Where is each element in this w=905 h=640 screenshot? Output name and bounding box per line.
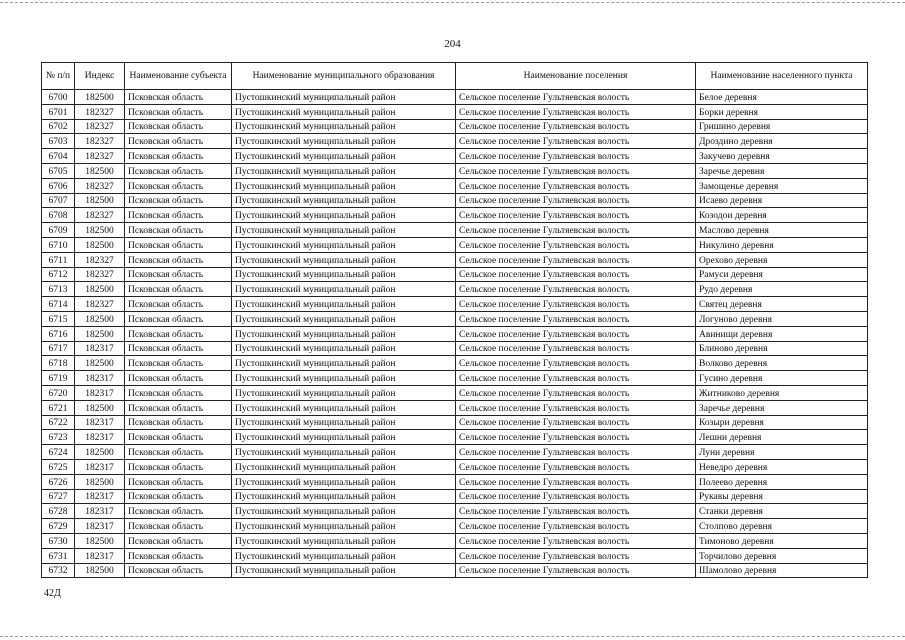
- postal-index-cell: 182317: [75, 548, 125, 563]
- row-number-cell: 6713: [42, 282, 75, 297]
- locality-cell: Святец деревня: [696, 297, 868, 312]
- settlement-cell: Сельское поселение Гультяевская волость: [456, 223, 696, 238]
- table-row: [42, 237, 868, 252]
- postal-index-cell: 182500: [75, 533, 125, 548]
- settlement-cell: Сельское поселение Гультяевская волость: [456, 563, 696, 578]
- table-row: [42, 563, 868, 578]
- locality-cell: Полеево деревня: [696, 474, 868, 489]
- locality-cell: Волково деревня: [696, 356, 868, 371]
- settlement-cell: Сельское поселение Гультяевская волость: [456, 356, 696, 371]
- scan-edge-top: [0, 2, 905, 3]
- postal-index-cell: 182327: [75, 208, 125, 223]
- settlement-cell: Сельское поселение Гультяевская волость: [456, 311, 696, 326]
- subject-cell: Псковская область: [125, 223, 232, 238]
- municipality-cell: Пустошкинский муниципальный район: [232, 356, 456, 371]
- municipality-cell: Пустошкинский муниципальный район: [232, 415, 456, 430]
- postal-index-cell: 182317: [75, 415, 125, 430]
- table-row: [42, 533, 868, 548]
- postal-index-cell: 182317: [75, 504, 125, 519]
- municipality-cell: Пустошкинский муниципальный район: [232, 223, 456, 238]
- settlement-cell: Сельское поселение Гультяевская волость: [456, 504, 696, 519]
- row-number-cell: 6724: [42, 445, 75, 460]
- municipality-cell: Пустошкинский муниципальный район: [232, 563, 456, 578]
- header-settlement: Наименование поселения: [456, 63, 696, 90]
- locality-cell: Лешни деревня: [696, 430, 868, 445]
- postal-index-cell: 182500: [75, 282, 125, 297]
- municipality-cell: Пустошкинский муниципальный район: [232, 548, 456, 563]
- subject-cell: Псковская область: [125, 311, 232, 326]
- municipality-cell: Пустошкинский муниципальный район: [232, 134, 456, 149]
- row-number-cell: 6718: [42, 356, 75, 371]
- municipality-cell: Пустошкинский муниципальный район: [232, 104, 456, 119]
- postal-index-cell: 182327: [75, 134, 125, 149]
- header-locality: Наименование населенного пункта: [696, 63, 868, 90]
- municipality-cell: Пустошкинский муниципальный район: [232, 149, 456, 164]
- settlement-cell: Сельское поселение Гультяевская волость: [456, 297, 696, 312]
- subject-cell: Псковская область: [125, 563, 232, 578]
- locality-cell: Дроздино деревня: [696, 134, 868, 149]
- settlement-cell: Сельское поселение Гультяевская волость: [456, 430, 696, 445]
- row-number-cell: 6731: [42, 548, 75, 563]
- locality-cell: Рукавы деревня: [696, 489, 868, 504]
- subject-cell: Псковская область: [125, 163, 232, 178]
- municipality-cell: Пустошкинский муниципальный район: [232, 474, 456, 489]
- table-header: [42, 63, 868, 90]
- subject-cell: Псковская область: [125, 519, 232, 534]
- table-row: [42, 430, 868, 445]
- municipality-cell: Пустошкинский муниципальный район: [232, 371, 456, 386]
- settlement-cell: Сельское поселение Гультяевская волость: [456, 548, 696, 563]
- postal-index-cell: 182317: [75, 519, 125, 534]
- postal-index-cell: 182327: [75, 252, 125, 267]
- row-number-cell: 6719: [42, 371, 75, 386]
- settlement-cell: Сельское поселение Гультяевская волость: [456, 237, 696, 252]
- locality-cell: Рамуси деревня: [696, 267, 868, 282]
- table-row: [42, 385, 868, 400]
- row-number-cell: 6715: [42, 311, 75, 326]
- postal-index-cell: 182500: [75, 326, 125, 341]
- settlement-cell: Сельское поселение Гультяевская волость: [456, 149, 696, 164]
- row-number-cell: 6708: [42, 208, 75, 223]
- municipality-cell: Пустошкинский муниципальный район: [232, 489, 456, 504]
- subject-cell: Псковская область: [125, 445, 232, 460]
- subject-cell: Псковская область: [125, 208, 232, 223]
- municipality-cell: Пустошкинский муниципальный район: [232, 237, 456, 252]
- municipality-cell: Пустошкинский муниципальный район: [232, 445, 456, 460]
- table-row: [42, 252, 868, 267]
- settlement-cell: Сельское поселение Гультяевская волость: [456, 371, 696, 386]
- settlement-cell: Сельское поселение Гультяевская волость: [456, 400, 696, 415]
- table-row: [42, 223, 868, 238]
- municipality-cell: Пустошкинский муниципальный район: [232, 252, 456, 267]
- row-number-cell: 6712: [42, 267, 75, 282]
- subject-cell: Псковская область: [125, 504, 232, 519]
- subject-cell: Псковская область: [125, 193, 232, 208]
- table-row: [42, 104, 868, 119]
- municipality-cell: Пустошкинский муниципальный район: [232, 208, 456, 223]
- postal-index-cell: 182500: [75, 223, 125, 238]
- table-row: [42, 119, 868, 134]
- locality-cell: Торчилово деревня: [696, 548, 868, 563]
- postal-index-cell: 182327: [75, 297, 125, 312]
- locality-cell: Закучево деревня: [696, 149, 868, 164]
- postal-index-cell: 182317: [75, 341, 125, 356]
- subject-cell: Псковская область: [125, 400, 232, 415]
- municipality-cell: Пустошкинский муниципальный район: [232, 459, 456, 474]
- settlement-cell: Сельское поселение Гультяевская волость: [456, 104, 696, 119]
- header-municipality: Наименование муниципального образования: [232, 63, 456, 90]
- row-number-cell: 6730: [42, 533, 75, 548]
- postal-index-cell: 182317: [75, 430, 125, 445]
- locality-cell: Гришино деревня: [696, 119, 868, 134]
- postal-index-cell: 182500: [75, 356, 125, 371]
- scan-edge-bottom: [0, 636, 905, 637]
- settlement-cell: Сельское поселение Гультяевская волость: [456, 385, 696, 400]
- settlements-table: [41, 62, 868, 578]
- row-number-cell: 6720: [42, 385, 75, 400]
- postal-index-cell: 182317: [75, 489, 125, 504]
- municipality-cell: Пустошкинский муниципальный район: [232, 267, 456, 282]
- locality-cell: Никулино деревня: [696, 237, 868, 252]
- municipality-cell: Пустошкинский муниципальный район: [232, 90, 456, 105]
- header-row: [42, 63, 868, 90]
- subject-cell: Псковская область: [125, 90, 232, 105]
- settlement-cell: Сельское поселение Гультяевская волость: [456, 489, 696, 504]
- row-number-cell: 6714: [42, 297, 75, 312]
- table-row: [42, 267, 868, 282]
- municipality-cell: Пустошкинский муниципальный район: [232, 178, 456, 193]
- row-number-cell: 6701: [42, 104, 75, 119]
- subject-cell: Псковская область: [125, 149, 232, 164]
- municipality-cell: Пустошкинский муниципальный район: [232, 119, 456, 134]
- table-row: [42, 297, 868, 312]
- postal-index-cell: 182500: [75, 90, 125, 105]
- row-number-cell: 6704: [42, 149, 75, 164]
- locality-cell: Борки деревня: [696, 104, 868, 119]
- settlement-cell: Сельское поселение Гультяевская волость: [456, 252, 696, 267]
- locality-cell: Орехово деревня: [696, 252, 868, 267]
- locality-cell: Столпово деревня: [696, 519, 868, 534]
- table-row: [42, 356, 868, 371]
- subject-cell: Псковская область: [125, 415, 232, 430]
- locality-cell: Шамолово деревня: [696, 563, 868, 578]
- postal-index-cell: 182327: [75, 267, 125, 282]
- settlement-cell: Сельское поселение Гультяевская волость: [456, 326, 696, 341]
- subject-cell: Псковская область: [125, 282, 232, 297]
- row-number-cell: 6725: [42, 459, 75, 474]
- row-number-cell: 6706: [42, 178, 75, 193]
- subject-cell: Псковская область: [125, 385, 232, 400]
- row-number-cell: 6702: [42, 119, 75, 134]
- subject-cell: Псковская область: [125, 297, 232, 312]
- postal-index-cell: 182327: [75, 149, 125, 164]
- locality-cell: Заречье деревня: [696, 400, 868, 415]
- locality-cell: Луни деревня: [696, 445, 868, 460]
- subject-cell: Псковская область: [125, 489, 232, 504]
- table-row: [42, 459, 868, 474]
- row-number-cell: 6721: [42, 400, 75, 415]
- row-number-cell: 6726: [42, 474, 75, 489]
- table-row: [42, 445, 868, 460]
- settlement-cell: Сельское поселение Гультяевская волость: [456, 119, 696, 134]
- subject-cell: Псковская область: [125, 252, 232, 267]
- row-number-cell: 6700: [42, 90, 75, 105]
- settlement-cell: Сельское поселение Гультяевская волость: [456, 459, 696, 474]
- postal-index-cell: 182500: [75, 237, 125, 252]
- row-number-cell: 6705: [42, 163, 75, 178]
- table-row: [42, 400, 868, 415]
- table-row: [42, 282, 868, 297]
- subject-cell: Псковская область: [125, 474, 232, 489]
- postal-index-cell: 182500: [75, 193, 125, 208]
- header-index: Индекс: [75, 63, 125, 90]
- locality-cell: Маслово деревня: [696, 223, 868, 238]
- subject-cell: Псковская область: [125, 341, 232, 356]
- row-number-cell: 6728: [42, 504, 75, 519]
- table-row: [42, 415, 868, 430]
- row-number-cell: 6710: [42, 237, 75, 252]
- locality-cell: Замощенье деревня: [696, 178, 868, 193]
- row-number-cell: 6703: [42, 134, 75, 149]
- settlement-cell: Сельское поселение Гультяевская волость: [456, 178, 696, 193]
- table-row: [42, 519, 868, 534]
- settlement-cell: Сельское поселение Гультяевская волость: [456, 474, 696, 489]
- locality-cell: Козодои деревня: [696, 208, 868, 223]
- row-number-cell: 6707: [42, 193, 75, 208]
- settlement-cell: Сельское поселение Гультяевская волость: [456, 163, 696, 178]
- table-row: [42, 90, 868, 105]
- locality-cell: Заречье деревня: [696, 163, 868, 178]
- table-row: [42, 489, 868, 504]
- subject-cell: Псковская область: [125, 459, 232, 474]
- municipality-cell: Пустошкинский муниципальный район: [232, 193, 456, 208]
- locality-cell: Логуново деревня: [696, 311, 868, 326]
- municipality-cell: Пустошкинский муниципальный район: [232, 533, 456, 548]
- subject-cell: Псковская область: [125, 371, 232, 386]
- postal-index-cell: 182317: [75, 371, 125, 386]
- municipality-cell: Пустошкинский муниципальный район: [232, 311, 456, 326]
- page-number: 204: [444, 38, 461, 50]
- postal-index-cell: 182327: [75, 178, 125, 193]
- postal-index-cell: 182317: [75, 459, 125, 474]
- locality-cell: Гусино деревня: [696, 371, 868, 386]
- settlement-cell: Сельское поселение Гультяевская волость: [456, 208, 696, 223]
- municipality-cell: Пустошкинский муниципальный район: [232, 341, 456, 356]
- locality-cell: Неведро деревня: [696, 459, 868, 474]
- header-number: № п/п: [42, 63, 75, 90]
- subject-cell: Псковская область: [125, 104, 232, 119]
- subject-cell: Псковская область: [125, 267, 232, 282]
- row-number-cell: 6722: [42, 415, 75, 430]
- table-body: [42, 90, 868, 578]
- row-number-cell: 6723: [42, 430, 75, 445]
- subject-cell: Псковская область: [125, 178, 232, 193]
- subject-cell: Псковская область: [125, 430, 232, 445]
- locality-cell: Исаево деревня: [696, 193, 868, 208]
- settlement-cell: Сельское поселение Гультяевская волость: [456, 267, 696, 282]
- municipality-cell: Пустошкинский муниципальный район: [232, 400, 456, 415]
- table-row: [42, 341, 868, 356]
- row-number-cell: 6732: [42, 563, 75, 578]
- table-row: [42, 208, 868, 223]
- settlement-cell: Сельское поселение Гультяевская волость: [456, 519, 696, 534]
- table-row: [42, 311, 868, 326]
- subject-cell: Псковская область: [125, 134, 232, 149]
- municipality-cell: Пустошкинский муниципальный район: [232, 326, 456, 341]
- municipality-cell: Пустошкинский муниципальный район: [232, 163, 456, 178]
- header-subject: Наименование субъекта: [125, 63, 232, 90]
- settlement-cell: Сельское поселение Гультяевская волость: [456, 445, 696, 460]
- locality-cell: Белое деревня: [696, 90, 868, 105]
- subject-cell: Псковская область: [125, 237, 232, 252]
- postal-index-cell: 182500: [75, 400, 125, 415]
- municipality-cell: Пустошкинский муниципальный район: [232, 385, 456, 400]
- table-row: [42, 548, 868, 563]
- municipality-cell: Пустошкинский муниципальный район: [232, 504, 456, 519]
- table-row: [42, 371, 868, 386]
- postal-index-cell: 182500: [75, 163, 125, 178]
- locality-cell: Авинищи деревня: [696, 326, 868, 341]
- municipality-cell: Пустошкинский муниципальный район: [232, 282, 456, 297]
- table-row: [42, 178, 868, 193]
- row-number-cell: 6709: [42, 223, 75, 238]
- locality-cell: Блиново деревня: [696, 341, 868, 356]
- row-number-cell: 6716: [42, 326, 75, 341]
- settlement-cell: Сельское поселение Гультяевская волость: [456, 282, 696, 297]
- settlement-cell: Сельское поселение Гультяевская волость: [456, 533, 696, 548]
- subject-cell: Псковская область: [125, 326, 232, 341]
- row-number-cell: 6729: [42, 519, 75, 534]
- postal-index-cell: 182327: [75, 119, 125, 134]
- settlement-cell: Сельское поселение Гультяевская волость: [456, 134, 696, 149]
- subject-cell: Псковская область: [125, 356, 232, 371]
- postal-index-cell: 182317: [75, 385, 125, 400]
- postal-index-cell: 182327: [75, 104, 125, 119]
- table-row: [42, 504, 868, 519]
- settlement-cell: Сельское поселение Гультяевская волость: [456, 193, 696, 208]
- postal-index-cell: 182500: [75, 311, 125, 326]
- locality-cell: Рудо деревня: [696, 282, 868, 297]
- table-row: [42, 134, 868, 149]
- municipality-cell: Пустошкинский муниципальный район: [232, 297, 456, 312]
- row-number-cell: 6727: [42, 489, 75, 504]
- locality-cell: Станки деревня: [696, 504, 868, 519]
- table-row: [42, 163, 868, 178]
- row-number-cell: 6711: [42, 252, 75, 267]
- subject-cell: Псковская область: [125, 119, 232, 134]
- page-stamp: 42Д: [44, 588, 61, 599]
- subject-cell: Псковская область: [125, 533, 232, 548]
- table-row: [42, 326, 868, 341]
- row-number-cell: 6717: [42, 341, 75, 356]
- table-row: [42, 149, 868, 164]
- postal-index-cell: 182500: [75, 563, 125, 578]
- settlement-cell: Сельское поселение Гультяевская волость: [456, 90, 696, 105]
- postal-index-cell: 182500: [75, 445, 125, 460]
- municipality-cell: Пустошкинский муниципальный район: [232, 519, 456, 534]
- table-row: [42, 474, 868, 489]
- locality-cell: Тимоново деревня: [696, 533, 868, 548]
- subject-cell: Псковская область: [125, 548, 232, 563]
- table-row: [42, 193, 868, 208]
- settlement-cell: Сельское поселение Гультяевская волость: [456, 415, 696, 430]
- municipality-cell: Пустошкинский муниципальный район: [232, 430, 456, 445]
- postal-index-cell: 182500: [75, 474, 125, 489]
- locality-cell: Козыри деревня: [696, 415, 868, 430]
- settlement-cell: Сельское поселение Гультяевская волость: [456, 341, 696, 356]
- locality-cell: Житниково деревня: [696, 385, 868, 400]
